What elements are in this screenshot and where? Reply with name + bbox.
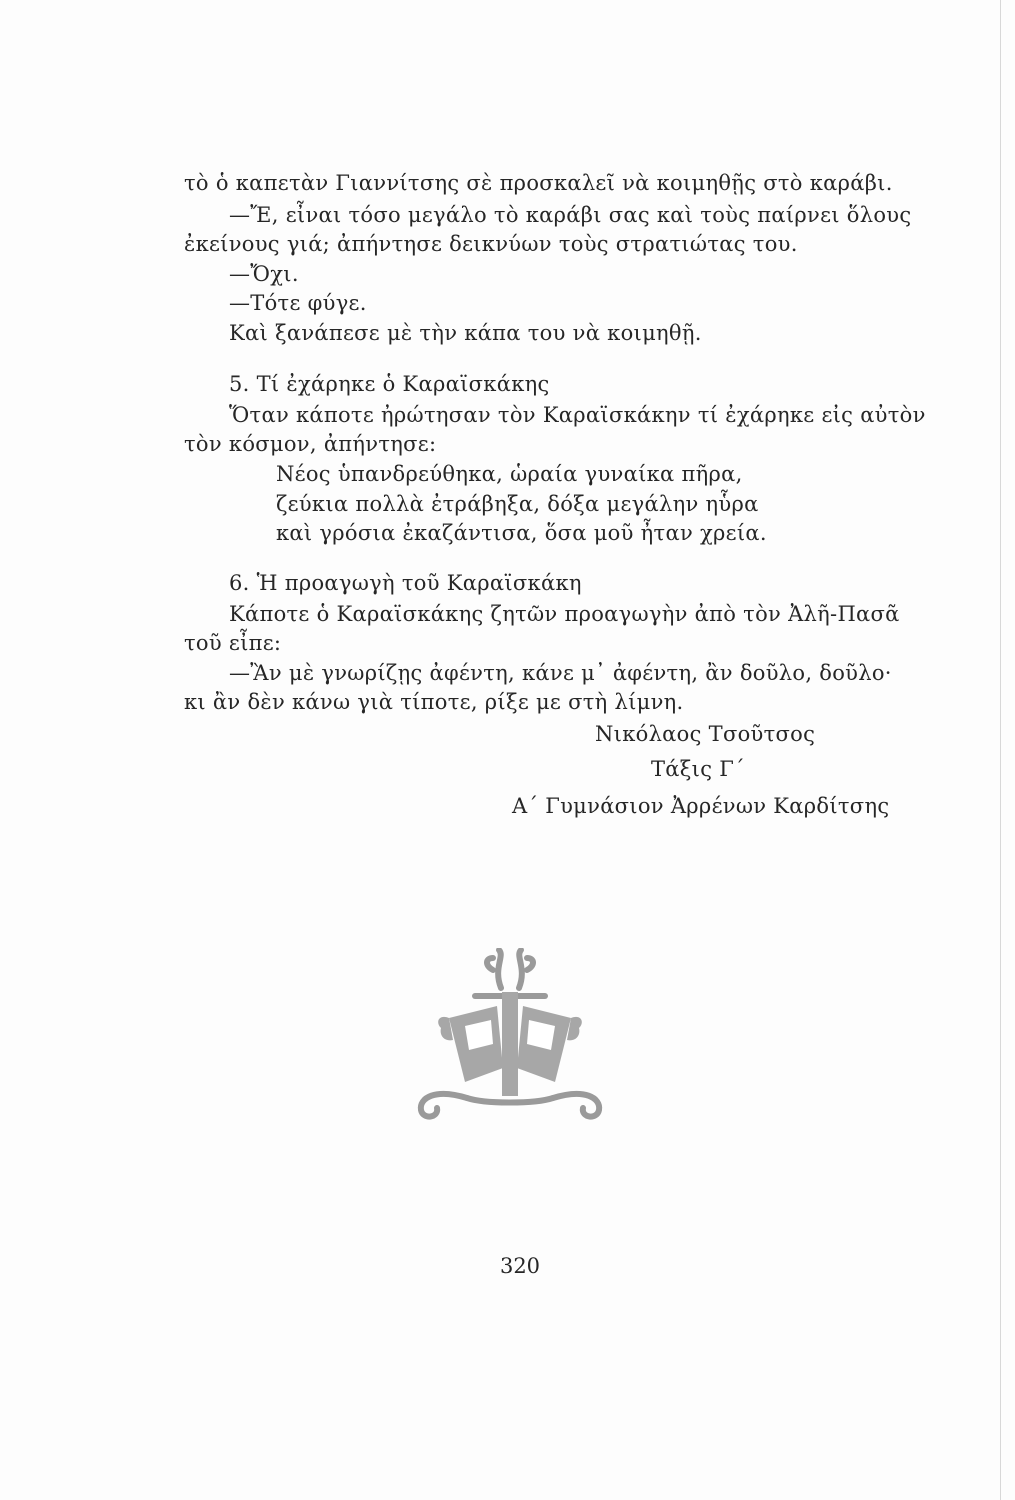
text-line-3: ἐκείνους γιά; ἀπήντησε δεικνύων τοὺς στρατιώτας του. (184, 232, 798, 256)
text-line-2: —Ἔ, εἶναι τόσο μεγάλο τὸ καράβι σας καὶ τοὺς παίρνει ὅλους (229, 203, 912, 227)
text-line-9: Κάποτε ὁ Καραϊσκάκης ζητῶν προαγωγὴν ἀπὸ τὸν Ἀλῆ-Πασᾶ (229, 602, 900, 626)
text-line-12: κι ἂν δὲν κάνω γιὰ τίποτε, ρίξε με στὴ λίμνη. (184, 690, 684, 714)
text-line-5: —Τότε φύγε. (229, 291, 367, 315)
text-line-7: Ὅταν κάποτε ἠρώτησαν τὸν Καραϊσκάκην τί ἐχάρηκε εἰς αὐτὸν (229, 403, 926, 427)
text-line-10: τοῦ εἶπε: (184, 631, 282, 655)
section-5-heading: 5. Τί ἐχάρηκε ὁ Καραϊσκάκης (229, 372, 550, 396)
section-6-heading: 6. Ἡ προαγωγὴ τοῦ Καραϊσκάκη (229, 571, 582, 595)
author-school: Α΄ Γυμνάσιον Ἀρρένων Καρδίτσης (512, 794, 890, 818)
author-class: Τάξις Γ΄ (651, 757, 745, 781)
author-name: Νικόλαος Τσοῦτσος (595, 722, 816, 746)
text-line-4: —Ὄχι. (229, 262, 299, 286)
text-line-6: Καὶ ξανάπεσε μὲ τὴν κάπα του νὰ κοιμηθῇ. (229, 321, 702, 345)
text-line-8: τὸν κόσμον, ἀπήντησε: (184, 432, 437, 456)
verse-line-1: Νέος ὑπανδρεύθηκα, ὡραία γυναίκα πῆρα, (276, 462, 743, 486)
verse-line-2: ζεύκια πολλὰ ἐτράβηξα, δόξα μεγάλην ηὗρα (276, 492, 759, 516)
page-number: 320 (499, 1254, 541, 1278)
text-line-11: —Ἂν μὲ γνωρίζῃς ἀφέντη, κάνε μ᾽ ἀφέντη, ἂν δοῦλο, δοῦλο· (229, 661, 892, 685)
decorative-ornament-icon (405, 948, 615, 1123)
text-line-1: τὸ ὁ καπετὰν Γιαννίτσης σὲ προσκαλεῖ νὰ κοιμηθῇς στὸ καράβι. (184, 171, 893, 195)
verse-line-3: καὶ γρόσια ἐκαζάντισα, ὅσα μοῦ ἦταν χρεία. (276, 521, 767, 545)
